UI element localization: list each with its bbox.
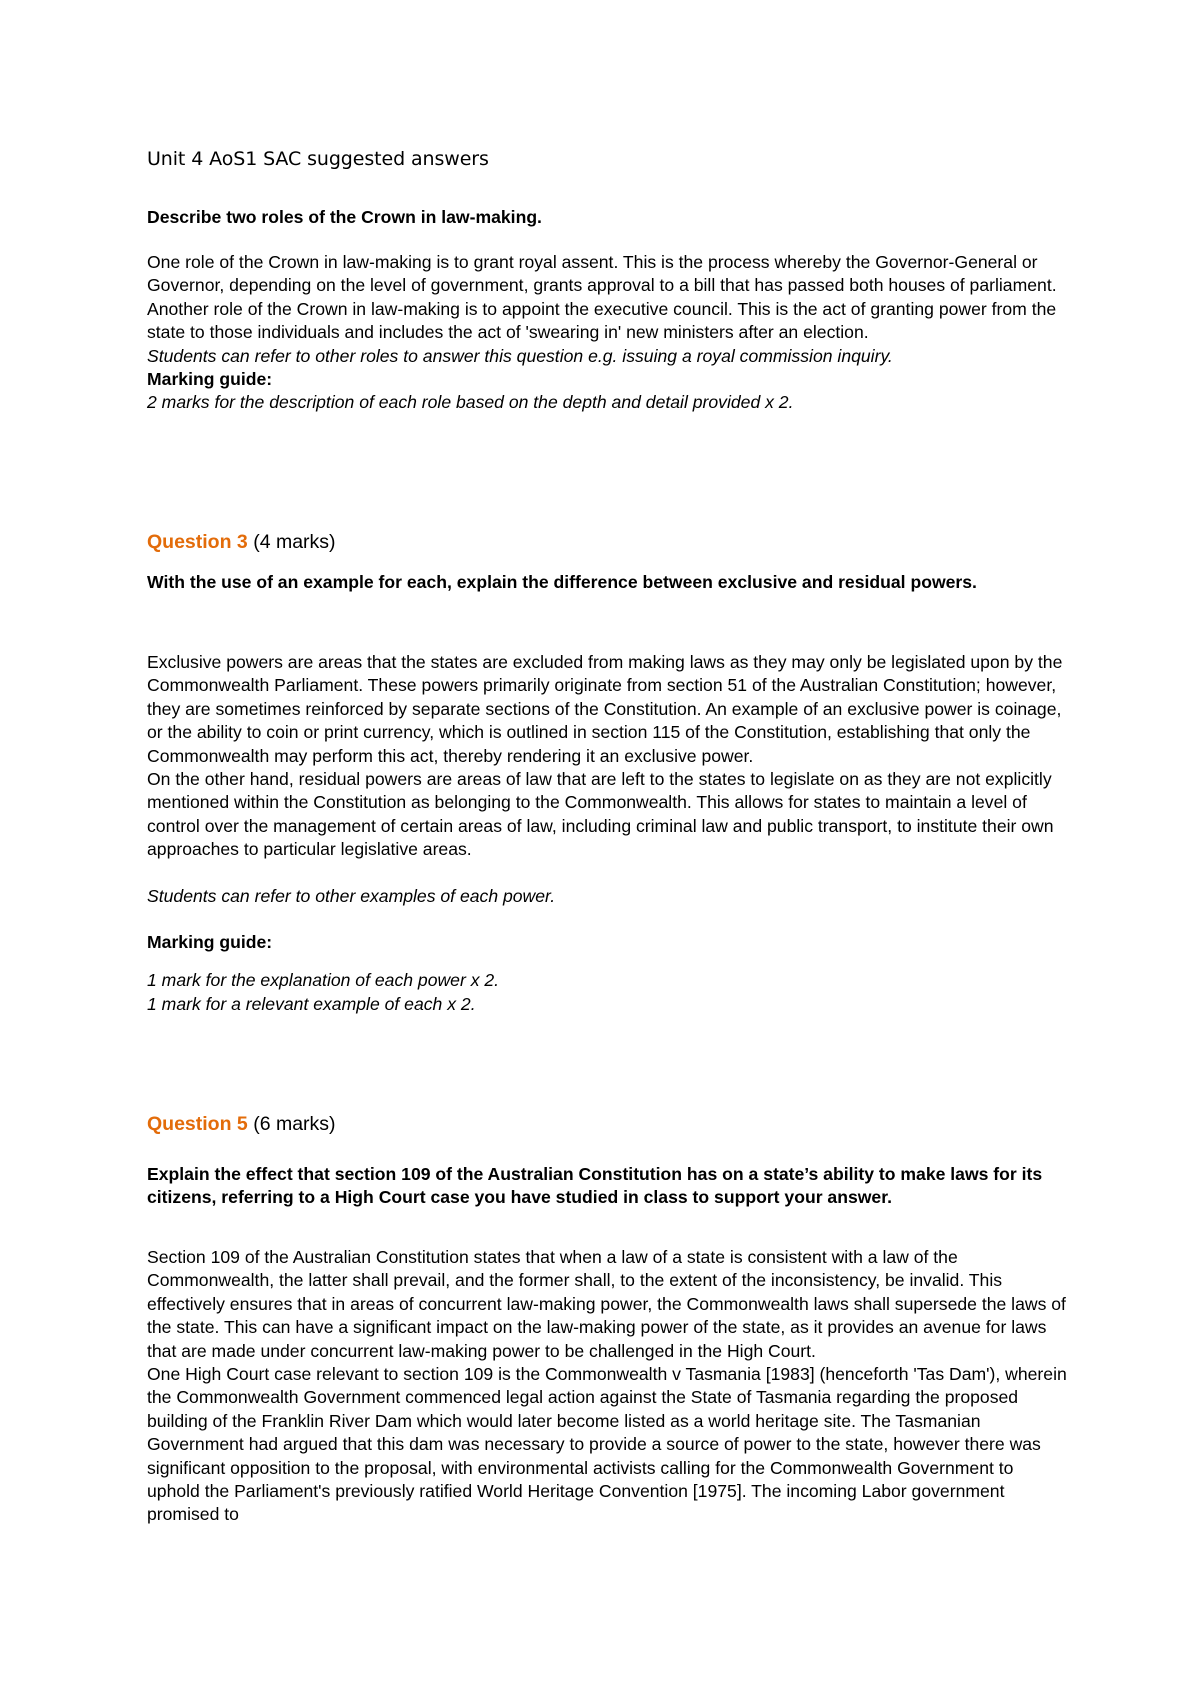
section1-note: Students can refer to other roles to answer this question e.g. issuing a royal commission inquiry. [147,345,893,366]
question5-marks: (6 marks) [247,1113,336,1135]
question5-heading [147,1113,336,1136]
question5-label: Question 5 [147,1113,248,1135]
section1-prompt: Describe two roles of the Crown in law-making. [147,207,542,227]
question3-marks: (4 marks) [247,531,336,553]
question3-marking-label: Marking guide: [147,932,273,953]
question3-prompt: With the use of an example for each, explain the difference between exclusive and residual powers. [147,572,977,592]
section1-paragraph-1: One role of the Crown in law-making is to grant royal assent. This is the process whereby the Governor-General or Governor, depending on the level of government, grants approval to a bill that has passed both houses of parliament. [147,252,1057,296]
question3-paragraph-1: Exclusive powers are areas that the states are excluded from making laws as they may only be legislated upon by the Commonwealth Parliament. These powers primarily originate from section 51 of the Australian Constitution; however, they are sometimes reinforced by separate sections of the Constitution. An example of an exclusive power is coinage, or the ability to coin or print currency, which is outlined in section 115 of the Constitution, establishing that only the Commonwealth may perform this act, thereby rendering it an exclusive power. [147,652,1063,766]
question3-label: Question 3 [147,531,248,553]
section1-paragraph-2: Another role of the Crown in law-making is to appoint the executive council. This is the act of granting power from the state to those individuals and includes the act of 'swearing in' new ministers after an election. [147,298,1057,343]
section1-marking-line-1: 2 marks for the description of each role based on the depth and detail provided x 2. [147,392,794,413]
question3-answer [147,651,1067,1016]
document-title: Unit 4 AoS1 SAC suggested answers [147,148,489,170]
question5-prompt: Explain the effect that section 109 of the Australian Constitution has on a state’s ability to make laws for its citizens, referring to a High Court case you have studied in class to support your answer. [147,1164,1043,1208]
question3-marking-line-1: 1 mark for the explanation of each power x 2. [147,970,500,991]
question3-note: Students can refer to other examples of each power. [147,885,556,906]
section1-answer [147,251,1067,415]
section1-marking-label: Marking guide: [147,369,273,390]
question5-paragraph-2: One High Court case relevant to section 109 is the Commonwealth v Tasmania [1983] (henceforth 'Tas Dam'), wherein the Commonwealth Government commenced legal action against the State of Tasmania regarding the proposed building of the Franklin River Dam which would later become listed as a world heritage site. The Tasmanian Government had argued that this dam was necessary to provide a source of power to the state, however there was significant opposition to the proposal, with environmental activists calling for the Commonwealth Government to uphold the Parliament's previously ratified World Heritage Convention [1975]. The incoming Labor government promised to [147,1364,1067,1525]
question5-answer [147,1246,1067,1527]
question3-marking-line-2: 1 mark for a relevant example of each x 2. [147,993,476,1014]
question5-paragraph-1: Section 109 of the Australian Constitution states that when a law of a state is consistent with a law of the Commonwealth, the latter shall prevail, and the former shall, to the extent of the inconsistency, be invalid. This effectively ensures that in areas of concurrent law-making power, the Commonwealth laws shall supersede the laws of the state. This can have a significant impact on the law-making power of the state, as it provides an avenue for laws that are made under concurrent law-making power to be challenged in the High Court. [147,1247,1066,1361]
question3-heading [147,531,336,554]
question3-paragraph-2: On the other hand, residual powers are areas of law that are left to the states to legislate on as they are not explicitly mentioned within the Constitution as belonging to the Commonwealth. This allows for states to maintain a level of control over the management of certain areas of law, including criminal law and public transport, to institute their own approaches to particular legislative areas. [147,769,1054,860]
